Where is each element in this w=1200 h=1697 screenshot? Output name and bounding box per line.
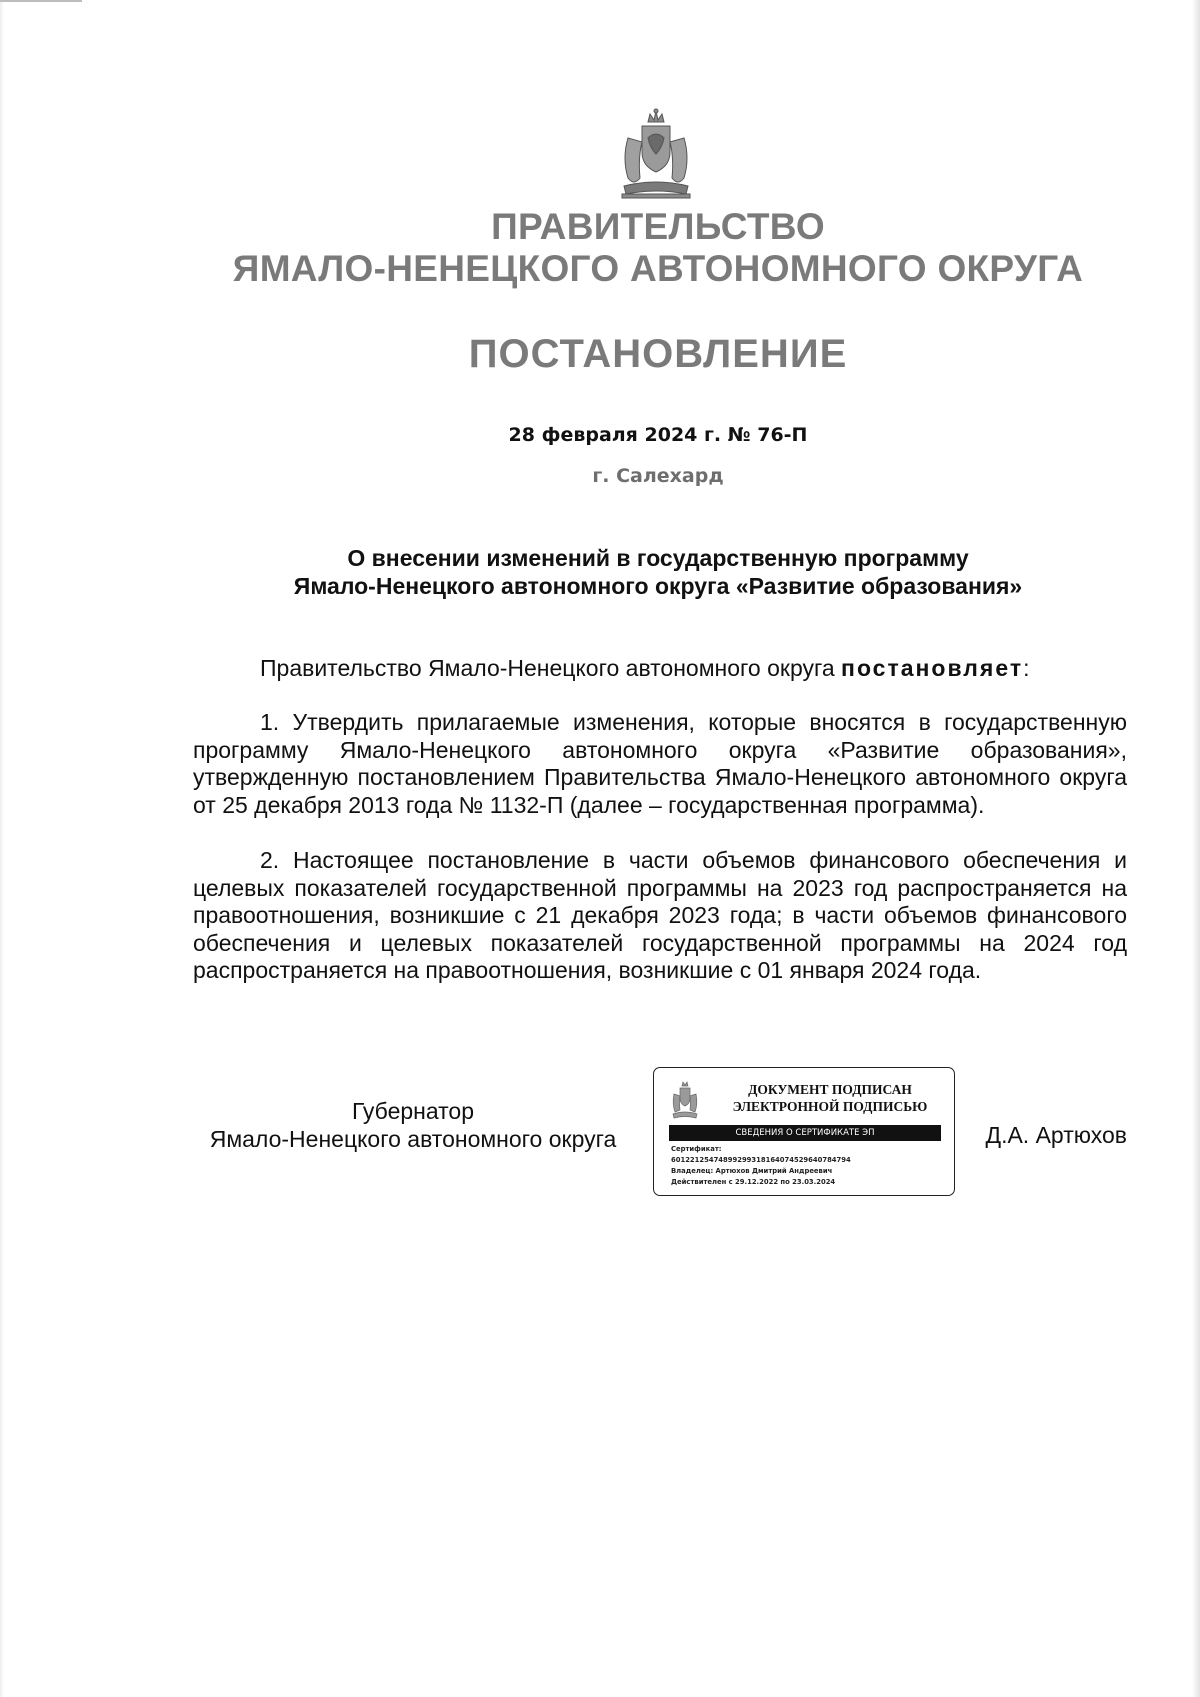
preamble-end: :: [1023, 655, 1030, 681]
stamp-title-line2: ЭЛЕКТРОННОЙ ПОДПИСЬЮ: [732, 1099, 928, 1114]
stamp-certificate-details: [671, 1144, 947, 1188]
coat-of-arms-small-icon: [670, 1080, 700, 1122]
stamp-certificate-bar: СВЕДЕНИЯ О СЕРТИФИКАТЕ ЭП: [669, 1125, 941, 1141]
stamp-title-line1: ДОКУМЕНТ ПОДПИСАН: [748, 1082, 912, 1097]
scan-mark: [0, 0, 82, 2]
preamble-bold: постановляет: [841, 655, 1024, 681]
government-name-line2: ЯМАЛО-НЕНЕЦКОГО АВТОНОМНОГО ОКРУГА: [232, 248, 1084, 289]
document-type: ПОСТАНОВЛЕНИЕ: [468, 332, 848, 376]
government-name-line1: ПРАВИТЕЛЬСТВО: [491, 206, 825, 247]
item-2-paragraph: 2. Настоящее постановление в части объемов финансового обеспечения и целевых показателей государственной программы на 2023 год распространяется на правоотношения, возникшие с 21 декабря 2023 года; в части объемов финансового обеспечения и целевых показателей государственной программы на 2024 год распространяется на правоотношения, возникшие с 01 января 2024 года.: [193, 847, 1127, 983]
certificate-label: Сертификат:: [671, 1145, 722, 1153]
item-1-paragraph: 1. Утвердить прилагаемые изменения, которые вносятся в государственную программу Ямало-Ненецкого автономного округа «Развитие образования», утвержденную постановлением Правительства Ямало-Ненецкого автономного округа от 25 декабря 2013 года № 1132-П (далее – государственная программа).: [193, 709, 1127, 818]
stamp-title: [714, 1081, 946, 1115]
document-date-number: 28 февраля 2024 г. № 76-П: [508, 424, 808, 446]
document-city: г. Салехард: [592, 465, 724, 487]
signer-position-line1: Губернатор: [351, 1098, 475, 1124]
preamble-text: Правительство Ямало-Ненецкого автономного округа: [260, 655, 842, 681]
signer-position-line2: Ямало-Ненецкого автономного округа: [209, 1126, 617, 1152]
electronic-signature-stamp: [653, 1067, 955, 1196]
subject-line1: О внесении изменений в государственную программу: [347, 545, 969, 571]
coat-of-arms-icon: [618, 108, 694, 204]
certificate-owner: Владелец: Артюхов Дмитрий Андреевич: [671, 1167, 833, 1175]
subject-line2: Ямало-Ненецкого автономного округа «Развитие образования»: [293, 573, 1023, 599]
signer-position: [193, 1097, 633, 1153]
signer-name: Д.А. Артюхов: [985, 1122, 1127, 1148]
document-subject: [0, 544, 1200, 600]
certificate-validity: Действителен с 29.12.2022 по 23.03.2024: [671, 1178, 836, 1186]
preamble: [193, 655, 1127, 683]
certificate-number: 60122125474899299318164074529640784794: [671, 1156, 851, 1164]
